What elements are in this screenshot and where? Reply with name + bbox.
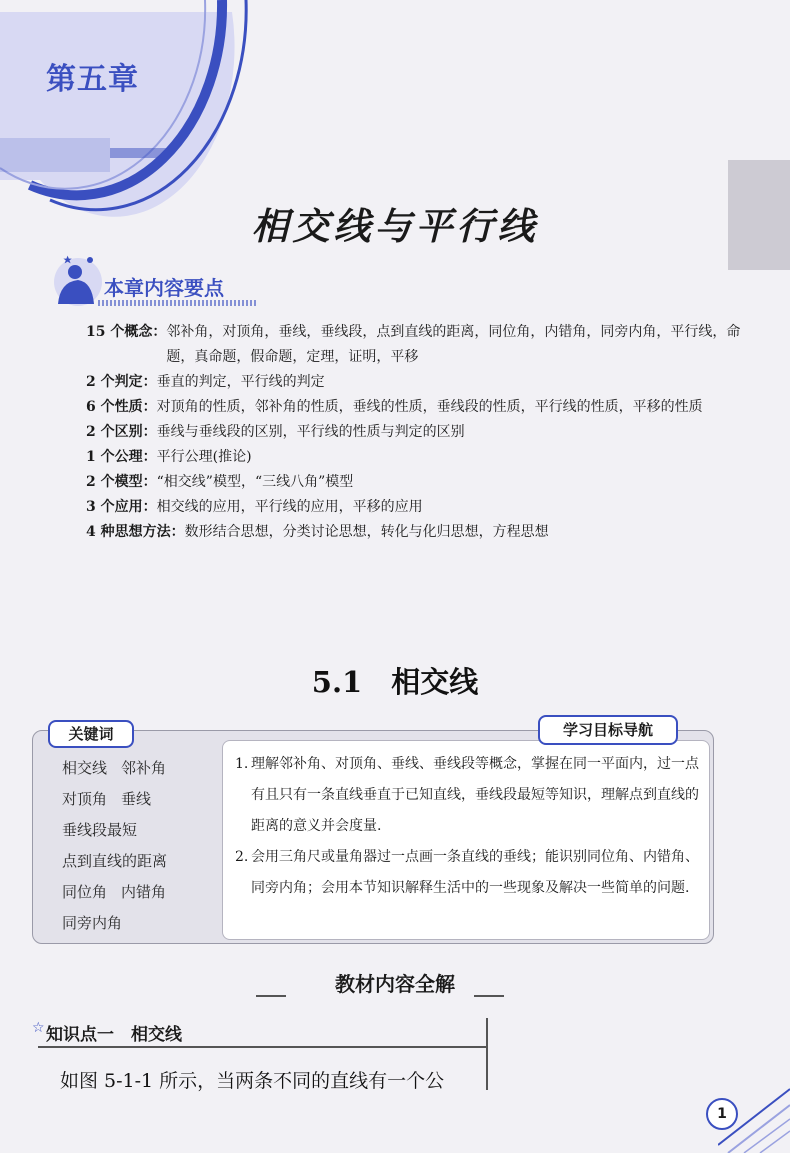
- keyword-row: [62, 815, 222, 846]
- keyword-row: [62, 908, 222, 939]
- key-point-value: 数形结合思想，分类讨论思想，转化与化归思想，方程思想: [184, 524, 549, 540]
- keyword: 相交线: [62, 759, 108, 777]
- keyword-row: [62, 877, 222, 908]
- keyword-row: [62, 753, 222, 784]
- key-point-value: 平行公理(推论): [156, 449, 252, 465]
- body-text: 如图 5-1-1 所示，当两条不同的直线有一个公: [60, 1070, 445, 1092]
- key-point-row: [86, 395, 746, 420]
- knowledge-point-label: 知识点一 相交线: [46, 1025, 182, 1045]
- keyword: 垂线段最短: [62, 821, 138, 839]
- keyword: 邻补角: [121, 759, 167, 777]
- column-divider: [486, 1018, 488, 1090]
- page-number: 1: [706, 1098, 738, 1130]
- key-point-row: [86, 370, 746, 395]
- keywords-list: [62, 753, 222, 939]
- key-point-row: [86, 445, 746, 470]
- key-point-row: [86, 470, 746, 495]
- key-point-row: [86, 320, 746, 370]
- goal-number: 1.: [235, 756, 249, 772]
- keyword: 内错角: [121, 883, 167, 901]
- key-point-value: 邻补角，对顶角，垂线，垂线段，点到直线的距离，同位角，内错角，同旁内角，平行线，命题，真命题，假命题，定理，证明，平移: [166, 324, 741, 365]
- learning-goals-box: [222, 740, 710, 940]
- goal-item: [235, 842, 699, 904]
- keyword-row: [62, 846, 222, 877]
- goal-number: 2.: [235, 849, 249, 865]
- key-point-value: 垂线与垂线段的区别，平行线的性质与判定的区别: [156, 424, 465, 440]
- goal-text: 会用三角尺或量角器过一点画一条直线的垂线；能识别同位角、内错角、同旁内角；会用本节知识解释生活中的一些现象及解决一些简单的问题.: [251, 849, 699, 896]
- key-point-value: 对顶角的性质，邻补角的性质，垂线的性质，垂线段的性质，平行线的性质，平移的性质: [156, 399, 703, 415]
- reader-icon: [48, 252, 104, 308]
- keyword: 点到直线的距离: [62, 852, 168, 870]
- key-point-value: “相交线”模型，“三线八角”模型: [156, 474, 354, 490]
- key-point-value: 垂直的判定，平行线的判定: [156, 374, 325, 390]
- key-point-key: 1 个公理：: [86, 449, 157, 465]
- star-icon: ☆: [32, 1020, 45, 1036]
- key-point-key: 2 个模型：: [86, 474, 157, 490]
- keyword: 对顶角: [62, 790, 108, 808]
- chapter-title: 相交线与平行线: [251, 205, 539, 248]
- key-point-row: [86, 420, 746, 445]
- key-point-row: [86, 495, 746, 520]
- key-point-value: 相交线的应用，平行线的应用，平移的应用: [156, 499, 423, 515]
- key-point-key: 15 个概念：: [86, 324, 167, 340]
- key-point-key: 6 个性质：: [86, 399, 157, 415]
- key-point-key: 4 种思想方法：: [86, 524, 185, 540]
- keyword: 垂线: [121, 790, 152, 808]
- key-point-key: 2 个判定：: [86, 374, 157, 390]
- keywords-tab: 关键词: [48, 720, 134, 748]
- key-points-list: [86, 320, 746, 545]
- keyword: 同位角: [62, 883, 108, 901]
- key-point-row: [86, 520, 746, 545]
- learning-goals-tab: 学习目标导航: [538, 715, 678, 745]
- heading-underline: [98, 300, 258, 306]
- title-rule-left: [256, 995, 286, 997]
- keyword-row: [62, 784, 222, 815]
- content-title: 教材内容全解: [335, 972, 455, 996]
- title-rule-right: [474, 995, 504, 997]
- goal-text: 理解邻补角、对顶角、垂线、垂线段等概念，掌握在同一平面内，过一点有且只有一条直线垂直于已知直线，垂线段最短等知识，理解点到直线的距离的意义并会度量.: [251, 756, 699, 834]
- key-point-key: 2 个区别：: [86, 424, 157, 440]
- keyword: 同旁内角: [62, 914, 123, 932]
- section-title: 5.1 相交线: [311, 665, 479, 699]
- key-point-key: 3 个应用：: [86, 499, 157, 515]
- key-points-heading: 本章内容要点: [104, 276, 224, 300]
- goal-item: [235, 749, 699, 842]
- chapter-label: 第五章: [46, 62, 139, 97]
